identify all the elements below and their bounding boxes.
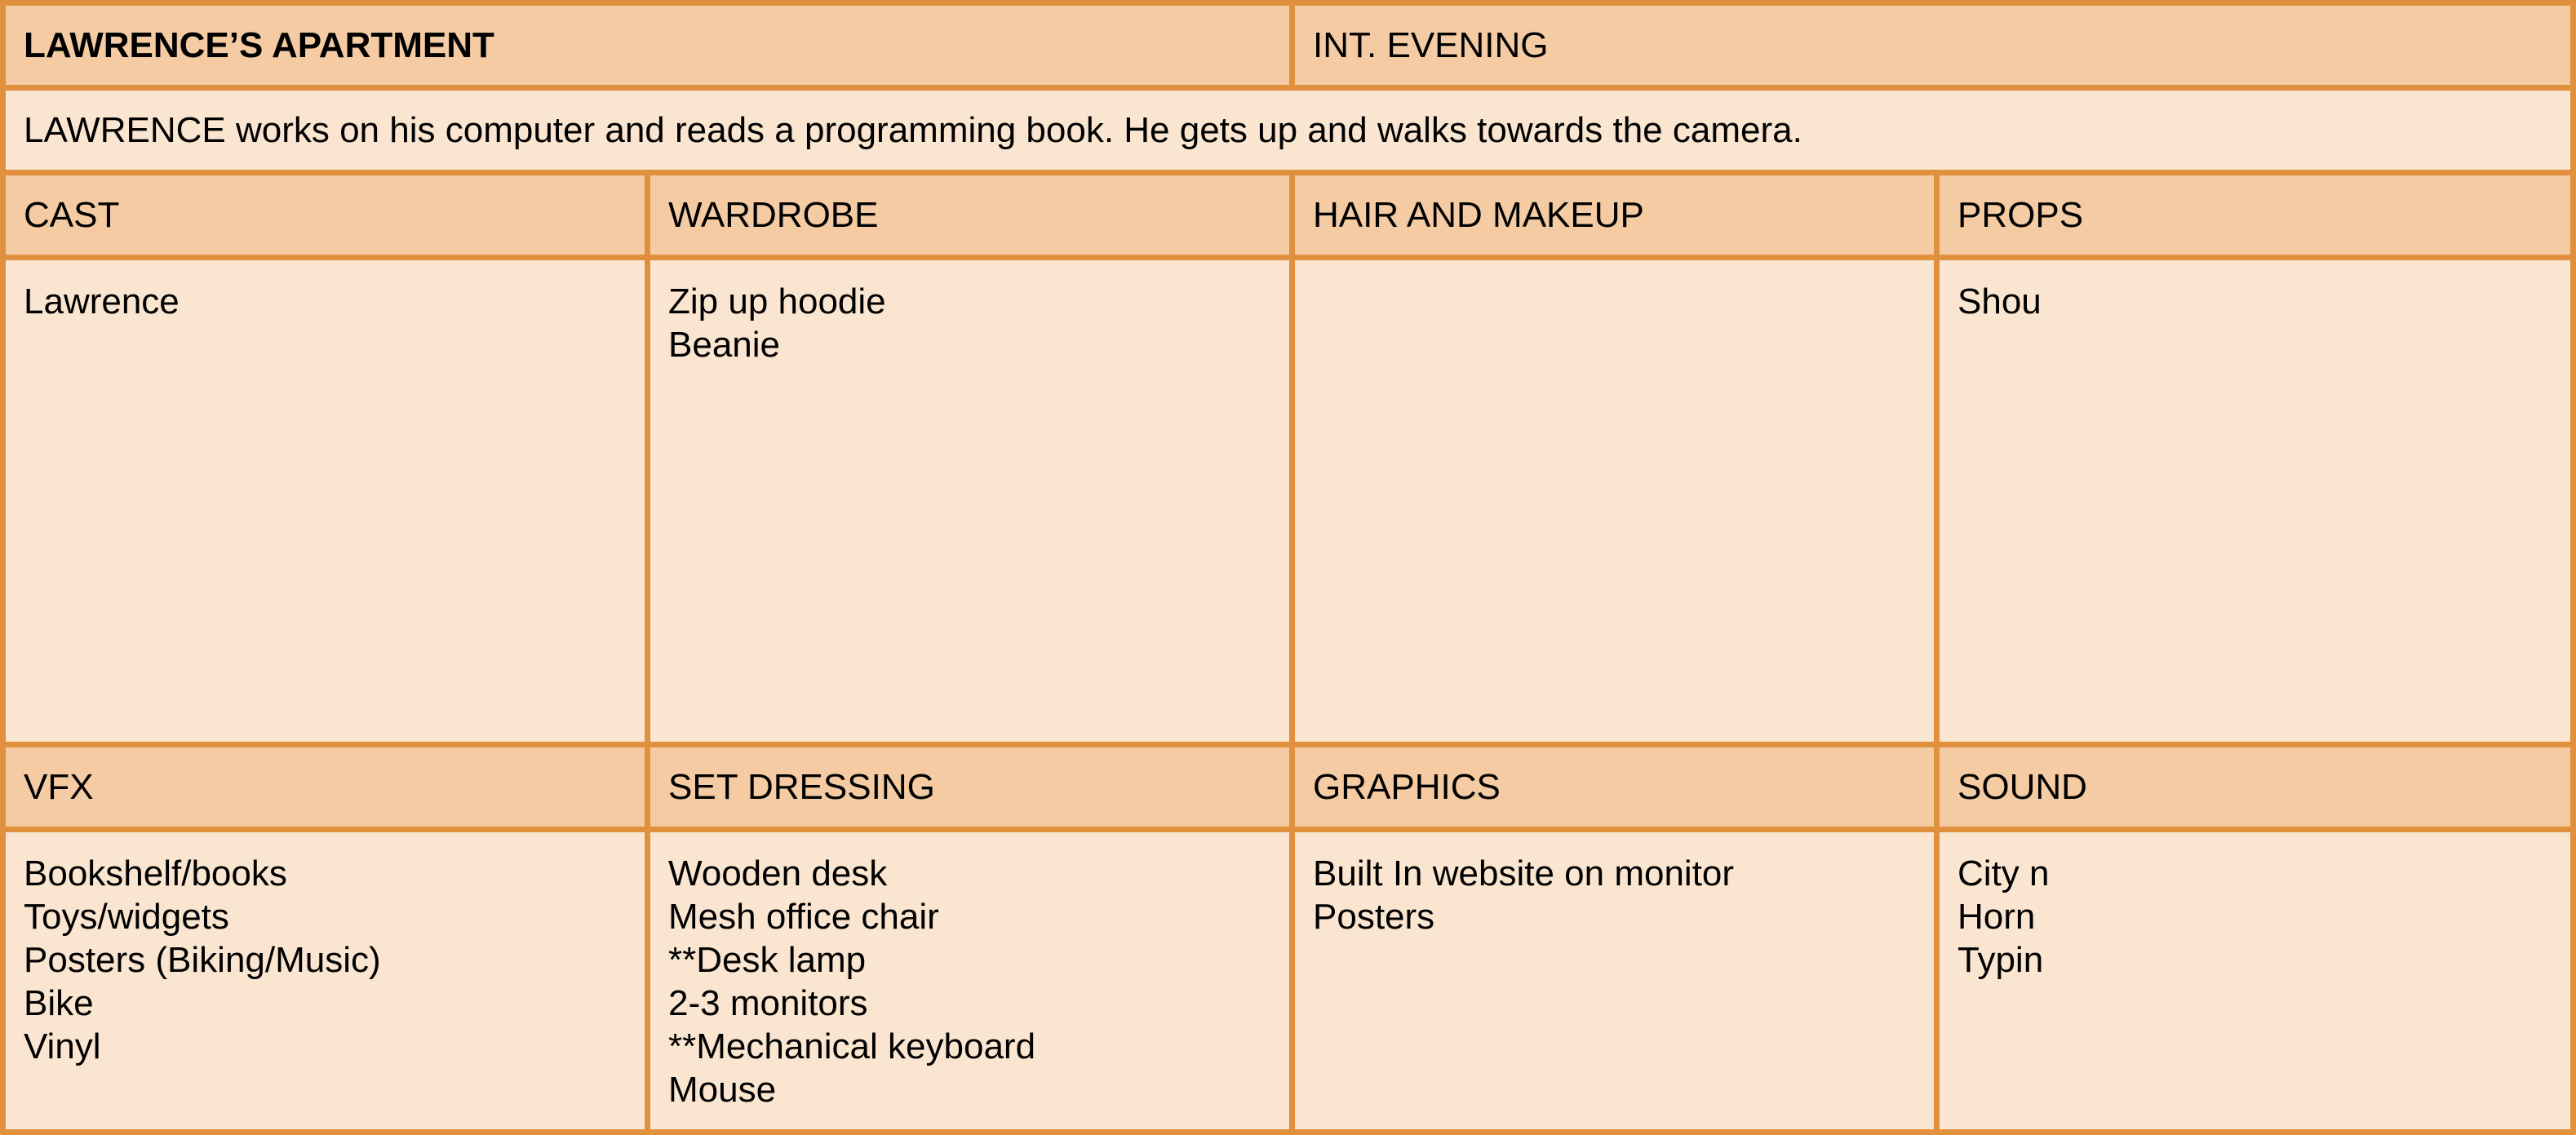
graphics-header[interactable] — [1292, 745, 1937, 830]
cast-header[interactable] — [3, 173, 648, 258]
props-cell[interactable] — [1937, 258, 2574, 745]
sound-item: Typin — [1957, 940, 2044, 980]
vfx-cell[interactable] — [3, 830, 648, 1133]
vfx-item: Toys/widgets — [24, 897, 229, 937]
vfx-header[interactable] — [3, 745, 648, 830]
scene-location: LAWRENCE’S APARTMENT — [24, 25, 494, 65]
vfx-item: Vinyl — [24, 1026, 101, 1066]
hair-makeup-header[interactable] — [1292, 173, 1937, 258]
set-dressing-header[interactable] — [648, 745, 1292, 830]
wardrobe-item: Zip up hoodie — [668, 282, 886, 321]
graphics-item: Posters — [1313, 897, 1435, 937]
wardrobe-header[interactable] — [648, 173, 1292, 258]
props-header[interactable] — [1937, 173, 2574, 258]
hair-makeup-label: HAIR AND MAKEUP — [1313, 195, 1644, 235]
cast-label: CAST — [24, 195, 120, 235]
scene-description: LAWRENCE works on his computer and reads a programming book. He gets up and walks towards the camera. — [24, 110, 1802, 150]
scene-time: INT. EVENING — [1313, 25, 1549, 65]
cast-item: Lawrence — [24, 282, 180, 321]
sound-item: City n — [1957, 853, 2050, 893]
sound-label: SOUND — [1957, 767, 2087, 807]
set-dressing-item: Mouse — [668, 1070, 777, 1110]
wardrobe-item: Beanie — [668, 325, 781, 365]
sound-item: Horn — [1957, 897, 2036, 937]
vfx-item: Bike — [24, 983, 94, 1023]
graphics-label: GRAPHICS — [1313, 767, 1501, 807]
graphics-cell[interactable] — [1292, 830, 1937, 1133]
sound-header[interactable] — [1937, 745, 2574, 830]
cast-cell[interactable] — [3, 258, 648, 745]
set-dressing-item: **Mechanical keyboard — [668, 1026, 1036, 1066]
graphics-item: Built In website on monitor — [1313, 853, 1735, 893]
wardrobe-label: WARDROBE — [668, 195, 879, 235]
vfx-item: Posters (Biking/Music) — [24, 940, 381, 980]
set-dressing-label: SET DRESSING — [668, 767, 935, 807]
set-dressing-item: 2-3 monitors — [668, 983, 868, 1023]
wardrobe-cell[interactable] — [648, 258, 1292, 745]
sound-cell[interactable] — [1937, 830, 2574, 1133]
scene-location-cell[interactable] — [3, 3, 1292, 88]
set-dressing-item: **Desk lamp — [668, 940, 867, 980]
set-dressing-item: Wooden desk — [668, 853, 888, 893]
vfx-label: VFX — [24, 767, 94, 807]
scene-time-cell[interactable] — [1292, 3, 2574, 88]
set-dressing-cell[interactable] — [648, 830, 1292, 1133]
set-dressing-item: Mesh office chair — [668, 897, 939, 937]
vfx-item: Bookshelf/books — [24, 853, 287, 893]
scene-description-cell[interactable] — [3, 88, 2574, 173]
hair-makeup-cell[interactable] — [1292, 258, 1937, 745]
props-label: PROPS — [1957, 195, 2084, 235]
props-item: Shou — [1957, 282, 2042, 321]
